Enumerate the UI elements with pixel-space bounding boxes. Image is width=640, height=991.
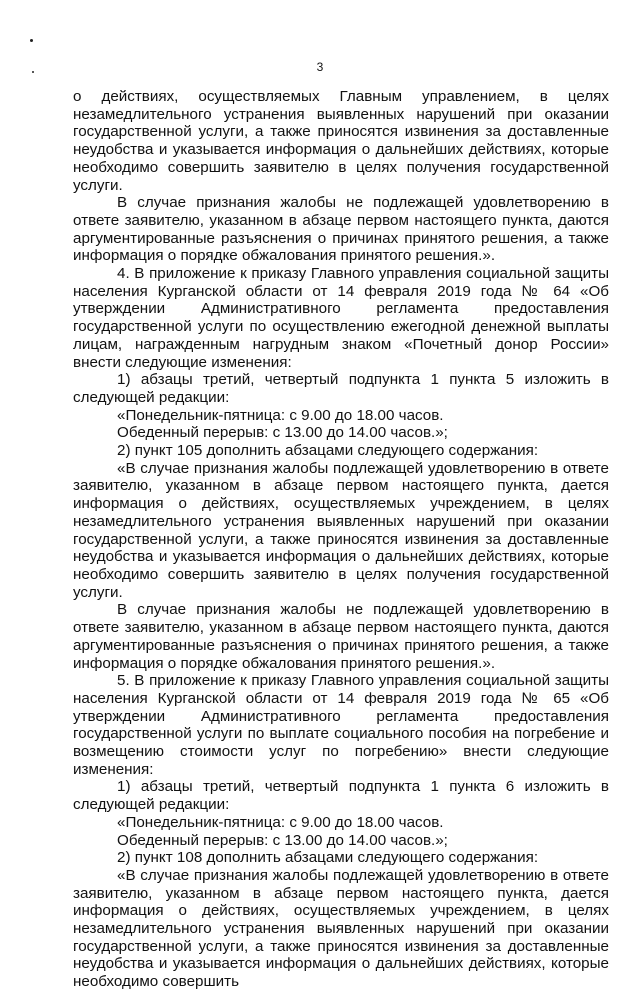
paragraph: о действиях, осуществляемых Главным управлением, в целях незамедлительного устранения выявленных нарушений при оказании государственной услуги, а также приносятся извинения за доставленные неудобства и указывается информация о дальнейших действиях, которые необходимо совершить заявителю в целях получения государственной услуги. xyxy=(73,88,609,194)
paragraph: Обеденный перерыв: с 13.00 до 14.00 часов.»; xyxy=(117,424,448,442)
scan-speck xyxy=(30,39,33,42)
paragraph: «Понедельник-пятница: с 9.00 до 18.00 часов. xyxy=(117,406,444,424)
paragraph: 2) пункт 105 дополнить абзацами следующего содержания: xyxy=(117,442,539,460)
paragraph: «В случае признания жалобы подлежащей удовлетворению в ответе заявителю, указанном в абзаце первом настоящего пункта, дается информация о действиях, осуществляемых учреждением, в целях незамедлительного устранения выявленных нарушений при оказании государственной услуги, а также приносятся извинения за доставленные неудобства и указывается информация о дальнейших действиях, которые необходимо совершить xyxy=(73,866,609,991)
paragraph: 2) пункт 108 дополнить абзацами следующего содержания: xyxy=(117,849,539,867)
paragraph: Обеденный перерыв: с 13.00 до 14.00 часов.»; xyxy=(117,831,448,849)
paragraph: 1) абзацы третий, четвертый подпункта 1 пункта 5 изложить в следующей редакции: xyxy=(73,371,609,406)
paragraph: «В случае признания жалобы подлежащей удовлетворению в ответе заявителю, указанном в абзаце первом настоящего пункта, дается информация о действиях, осуществляемых учреждением, в целях незамедлительного устранения выявленных нарушений при оказании государственной услуги, а также приносятся извинения за доставленные неудобства и указывается информация о дальнейших действиях, которые необходимо совершить заявителю в целях получения государственной услуги. xyxy=(73,459,609,601)
paragraph: В случае признания жалобы не подлежащей удовлетворению в ответе заявителю, указанном в абзаце первом настоящего пункта, даются аргументированные разъяснения о причинах принятого решения, а также информация о порядке обжалования принятого решения.». xyxy=(73,601,609,672)
paragraph: 4. В приложение к приказу Главного управления социальной защиты населения Курганской области от 14 февраля 2019 года № 64 «Об утверждении Административного регламента предоставления государственной услуги по осуществлению ежегодной денежной выплаты лицам, награжденным нагрудным знаком «Почетный донор России» внести следующие изменения: xyxy=(73,265,609,371)
paragraph: «Понедельник-пятница: с 9.00 до 18.00 часов. xyxy=(117,813,444,831)
paragraph: 1) абзацы третий, четвертый подпункта 1 пункта 6 изложить в следующей редакции: xyxy=(73,778,609,814)
paragraph: В случае признания жалобы не подлежащей удовлетворению в ответе заявителю, указанном в абзаце первом настоящего пункта, даются аргументированные разъяснения о причинах принятого решения, а также информация о порядке обжалования принятого решения.». xyxy=(73,194,609,265)
paragraph: 5. В приложение к приказу Главного управления социальной защиты населения Курганской области от 14 февраля 2019 года № 65 «Об утверждении Административного регламента предоставления государственной услуги по выплате социального пособия на погребение и возмещению стоимости услуг по погребению» внести следующие изменения: xyxy=(73,672,609,778)
page-number: 3 xyxy=(316,60,324,74)
document-body xyxy=(73,88,609,991)
